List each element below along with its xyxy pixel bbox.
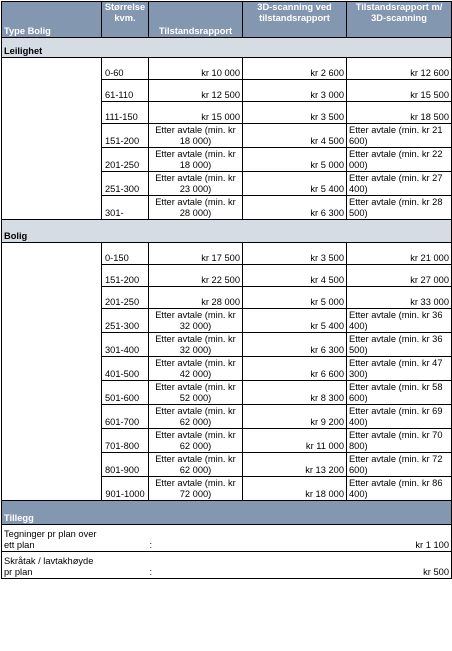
size-cell: 151-200	[102, 265, 149, 287]
scan-price-cell: kr 6 600	[243, 357, 347, 381]
combo-price-cell: Etter avtale (min. kr 72 600)	[347, 453, 452, 477]
leilighet_rows-row	[2, 172, 452, 196]
size-cell: 301-	[102, 196, 149, 220]
combo-price-cell: kr 33 000	[347, 287, 452, 309]
report-price-cell: Etter avtale (min. kr 28 000)	[149, 196, 243, 220]
leilighet-blank-cell	[2, 148, 102, 172]
size-cell: 201-250	[102, 148, 149, 172]
tillegg-separator: :	[102, 552, 243, 579]
combo-price-cell: Etter avtale (min. kr 69 400)	[347, 405, 452, 429]
scan-price-cell: kr 4 500	[243, 124, 347, 148]
section-tillegg	[2, 501, 452, 525]
bolig_rows-row	[2, 243, 452, 265]
scan-price-cell: kr 18 000	[243, 477, 347, 501]
bolig_rows-row	[2, 477, 452, 501]
size-cell: 0-60	[102, 58, 149, 80]
size-cell: 401-500	[102, 357, 149, 381]
scan-price-cell: kr 9 200	[243, 405, 347, 429]
scan-price-cell: kr 6 300	[243, 196, 347, 220]
leilighet_rows-row	[2, 58, 452, 80]
scan-price-cell: kr 11 000	[243, 429, 347, 453]
bolig-blank-cell	[2, 453, 102, 477]
size-cell: 901-1000	[102, 477, 149, 501]
tillegg-price: kr 1 100	[243, 525, 452, 552]
bolig_rows-row	[2, 357, 452, 381]
combo-price-cell: kr 27 000	[347, 265, 452, 287]
leilighet-blank-cell	[2, 80, 102, 102]
price-table	[1, 1, 452, 579]
size-cell: 201-250	[102, 287, 149, 309]
scan-price-cell: kr 5 400	[243, 309, 347, 333]
combo-price-cell: Etter avtale (min. kr 28 500)	[347, 196, 452, 220]
leilighet-blank-cell	[2, 58, 102, 80]
leilighet_rows-row	[2, 148, 452, 172]
combo-price-cell: Etter avtale (min. kr 47 300)	[347, 357, 452, 381]
bolig_rows-row	[2, 381, 452, 405]
size-cell: 111-150	[102, 102, 149, 124]
section-tillegg-label: Tillegg	[2, 501, 452, 525]
tillegg-price: kr 500	[243, 552, 452, 579]
report-price-cell: Etter avtale (min. kr 62 000)	[149, 453, 243, 477]
combo-price-cell: kr 15 500	[347, 80, 452, 102]
bolig-blank-cell	[2, 477, 102, 501]
size-cell: 601-700	[102, 405, 149, 429]
bolig_rows-row	[2, 429, 452, 453]
bolig-blank-cell	[2, 333, 102, 357]
section-leilighet	[2, 38, 452, 58]
tillegg-label: Tegninger pr plan over ett plan	[2, 525, 102, 552]
size-cell: 301-400	[102, 333, 149, 357]
size-cell: 0-150	[102, 243, 149, 265]
report-price-cell: Etter avtale (min. kr 32 000)	[149, 333, 243, 357]
scan-price-cell: kr 5 000	[243, 287, 347, 309]
tillegg-row	[2, 552, 452, 579]
combo-price-cell: Etter avtale (min. kr 21 600)	[347, 124, 452, 148]
bolig-blank-cell	[2, 265, 102, 287]
header-combo: Tilstandsrapport m/ 3D-scanning	[347, 2, 452, 38]
tillegg-label: Skråtak / lavtakhøyde pr plan	[2, 552, 102, 579]
combo-price-cell: Etter avtale (min. kr 36 500)	[347, 333, 452, 357]
combo-price-cell: kr 18 500	[347, 102, 452, 124]
combo-price-cell: kr 21 000	[347, 243, 452, 265]
bolig_rows-row	[2, 453, 452, 477]
combo-price-cell: Etter avtale (min. kr 86 400)	[347, 477, 452, 501]
size-cell: 61-110	[102, 80, 149, 102]
scan-price-cell: kr 5 400	[243, 172, 347, 196]
header-scan: 3D-scanning ved tilstandsrapport	[243, 2, 347, 38]
header-row	[2, 2, 452, 38]
leilighet-blank-cell	[2, 172, 102, 196]
size-cell: 251-300	[102, 309, 149, 333]
bolig-blank-cell	[2, 381, 102, 405]
leilighet_rows-row	[2, 80, 452, 102]
report-price-cell: Etter avtale (min. kr 62 000)	[149, 405, 243, 429]
report-price-cell: kr 28 000	[149, 287, 243, 309]
report-price-cell: kr 22 500	[149, 265, 243, 287]
tillegg-row	[2, 525, 452, 552]
report-price-cell: kr 12 500	[149, 80, 243, 102]
scan-price-cell: kr 3 500	[243, 102, 347, 124]
bolig-blank-cell	[2, 287, 102, 309]
leilighet-blank-cell	[2, 102, 102, 124]
combo-price-cell: kr 12 600	[347, 58, 452, 80]
size-cell: 501-600	[102, 381, 149, 405]
report-price-cell: Etter avtale (min. kr 62 000)	[149, 429, 243, 453]
report-price-cell: kr 10 000	[149, 58, 243, 80]
bolig-blank-cell	[2, 309, 102, 333]
scan-price-cell: kr 13 200	[243, 453, 347, 477]
section-bolig	[2, 220, 452, 243]
header-report: Tilstandsrapport	[149, 2, 243, 38]
report-price-cell: Etter avtale (min. kr 42 000)	[149, 357, 243, 381]
bolig_rows-row	[2, 333, 452, 357]
report-price-cell: kr 17 500	[149, 243, 243, 265]
size-cell: 701-800	[102, 429, 149, 453]
size-cell: 251-300	[102, 172, 149, 196]
bolig-blank-cell	[2, 243, 102, 265]
report-price-cell: Etter avtale (min. kr 18 000)	[149, 124, 243, 148]
report-price-cell: Etter avtale (min. kr 18 000)	[149, 148, 243, 172]
header-type: Type Bolig	[2, 2, 102, 38]
scan-price-cell: kr 4 500	[243, 265, 347, 287]
report-price-cell: Etter avtale (min. kr 23 000)	[149, 172, 243, 196]
leilighet_rows-row	[2, 124, 452, 148]
bolig-blank-cell	[2, 357, 102, 381]
price-table-container	[1, 1, 451, 579]
leilighet-blank-cell	[2, 124, 102, 148]
header-size: Størrelse kvm.	[102, 2, 149, 38]
scan-price-cell: kr 2 600	[243, 58, 347, 80]
bolig_rows-row	[2, 405, 452, 429]
tillegg-separator: :	[102, 525, 243, 552]
report-price-cell: kr 15 000	[149, 102, 243, 124]
scan-price-cell: kr 3 000	[243, 80, 347, 102]
leilighet-blank-cell	[2, 196, 102, 220]
combo-price-cell: Etter avtale (min. kr 70 800)	[347, 429, 452, 453]
size-cell: 801-900	[102, 453, 149, 477]
leilighet_rows-row	[2, 102, 452, 124]
report-price-cell: Etter avtale (min. kr 52 000)	[149, 381, 243, 405]
section-leilighet-label: Leilighet	[2, 38, 452, 58]
leilighet_rows-row	[2, 196, 452, 220]
scan-price-cell: kr 3 500	[243, 243, 347, 265]
section-bolig-label: Bolig	[2, 220, 452, 243]
bolig_rows-row	[2, 287, 452, 309]
bolig_rows-row	[2, 309, 452, 333]
bolig_rows-row	[2, 265, 452, 287]
combo-price-cell: Etter avtale (min. kr 36 400)	[347, 309, 452, 333]
bolig-blank-cell	[2, 405, 102, 429]
scan-price-cell: kr 8 300	[243, 381, 347, 405]
report-price-cell: Etter avtale (min. kr 32 000)	[149, 309, 243, 333]
report-price-cell: Etter avtale (min. kr 72 000)	[149, 477, 243, 501]
combo-price-cell: Etter avtale (min. kr 58 600)	[347, 381, 452, 405]
scan-price-cell: kr 5 000	[243, 148, 347, 172]
combo-price-cell: Etter avtale (min. kr 27 400)	[347, 172, 452, 196]
bolig-blank-cell	[2, 429, 102, 453]
combo-price-cell: Etter avtale (min. kr 22 000)	[347, 148, 452, 172]
scan-price-cell: kr 6 300	[243, 333, 347, 357]
size-cell: 151-200	[102, 124, 149, 148]
